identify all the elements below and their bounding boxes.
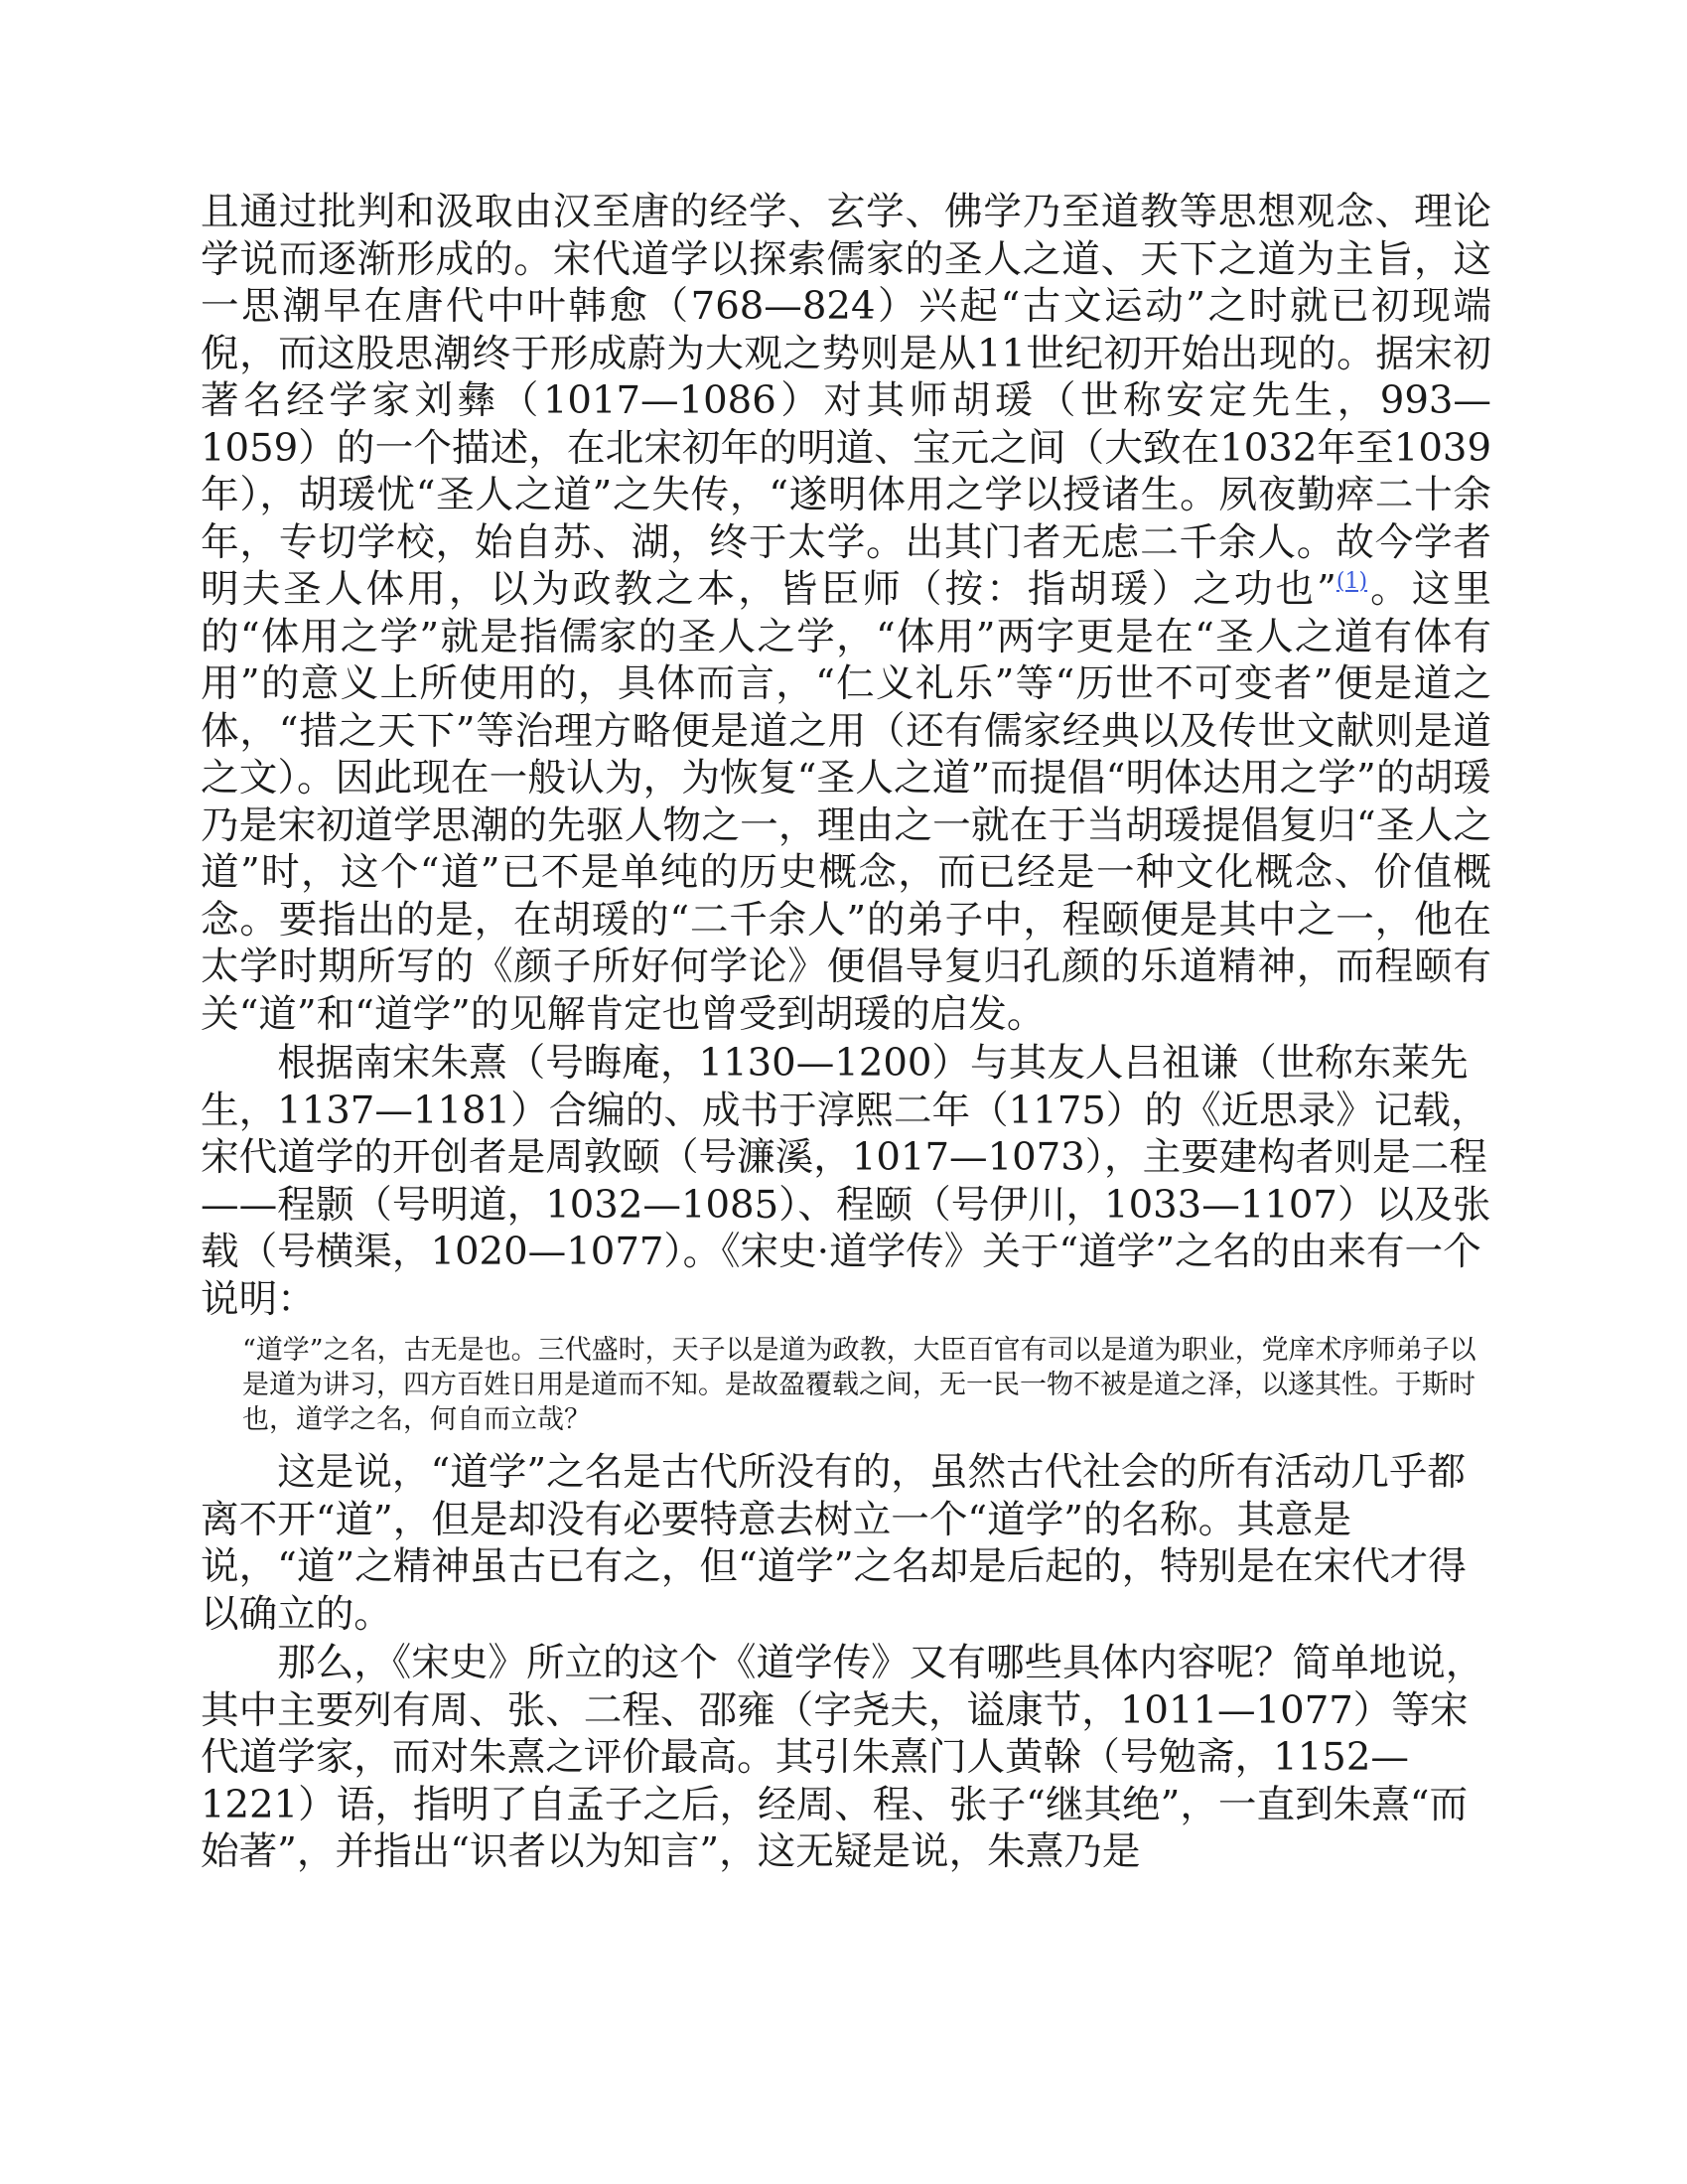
paragraph-2: 根据南宋朱熹（号晦庵，1130—1200）与其友人吕祖谦（世称东莱先生，1137—1181）合编的、成书于淳熙二年（1175）的《近思录》记载，宋代道学的开创者是周敦颐（号濂溪，1017—1073），主要建构者则是二程——程颢（号明道，1032—1085）、程颐（号伊川，1033—1107）以及张载（号横渠，1020—1077）。《宋史·道学传》关于“道学”之名的由来有一个说明：: [201, 1041, 1491, 1322]
block-quote: “道学”之名，古无是也。三代盛时，天子以是道为政教，大臣百官有司以是道为职业，党庠术序师弟子以是道为讲习，四方百姓日用是道而不知。是故盈覆载之间，无一民一物不被是道之泽，以遂其性。于斯时也，道学之名，何自而立哉？: [242, 1335, 1476, 1435]
paragraph-3: 这是说，“道学”之名是古代所没有的，虽然古代社会的所有活动几乎都离不开“道”，但是却没有必要特意去树立一个“道学”的名称。其意是说，“道”之精神虽古已有之，但“道学”之名却是后起的，特别是在宋代才得以确立的。: [201, 1450, 1467, 1637]
footnote-ref-1[interactable]: (1): [1336, 569, 1368, 594]
paragraph-1: [201, 189, 1491, 1038]
paragraph-4: 那么，《宋史》所立的这个《道学传》又有哪些具体内容呢？简单地说，其中主要列有周、张、二程、邵雍（字尧夫，谥康节，1011—1077）等宋代道学家，而对朱熹之评价最高。其引朱熹门人黄榦（号勉斋，1152—1221）语，指明了自孟子之后，经周、程、张子“继其绝”，一直到朱熹“而始著”，并指出“识者以为知言”，这无疑是说，朱熹乃是: [201, 1641, 1484, 1874]
paragraph-1-text-b: 。这里的“体用之学”就是指儒家的圣人之学，“体用”两字更是在“圣人之道有体有用”的意义上所使用的，具体而言，“仁义礼乐”等“历世不可变者”便是道之体，“措之天下”等治理方略便是道之用（还有儒家经典以及传世文献则是道之文）。因此现在一般认为，为恢复“圣人之道”而提倡“明体达用之学”的胡瑗乃是宋初道学思潮的先驱人物之一，理由之一就在于当胡瑗提倡复归“圣人之道”时，这个“道”已不是单纯的历史概念，而已经是一种文化概念、价值概念。要指出的是，在胡瑗的“二千余人”的弟子中，程颐便是其中之一，他在太学时期所写的《颜子所好何学论》便倡导复归孔颜的乐道精神，而程颐有关“道”和“道学”的见解肯定也曾受到胡瑗的启发。: [201, 567, 1491, 1037]
document-page: [201, 189, 1491, 1876]
paragraph-1-text-a: 且通过批判和汲取由汉至唐的经学、玄学、佛学乃至道教等思想观念、理论学说而逐渐形成的。宋代道学以探索儒家的圣人之道、天下之道为主旨，这一思潮早在唐代中叶韩愈（768—824）兴起“古文运动”之时就已初现端倪，而这股思潮终于形成蔚为大观之势则是从11世纪初开始出现的。据宋初著名经学家刘彝（1017—1086）对其师胡瑗（世称安定先生，993—1059）的一个描述，在北宋初年的明道、宝元之间（大致在1032年至1039年），胡瑗忧“圣人之道”之失传，“遂明体用之学以授诸生。夙夜勤瘁二十余年，专切学校，始自苏、湖，终于太学。出其门者无虑二千余人。故今学者明夫圣人体用，以为政教之本，皆臣师（按：指胡瑗）之功也”: [201, 190, 1491, 612]
